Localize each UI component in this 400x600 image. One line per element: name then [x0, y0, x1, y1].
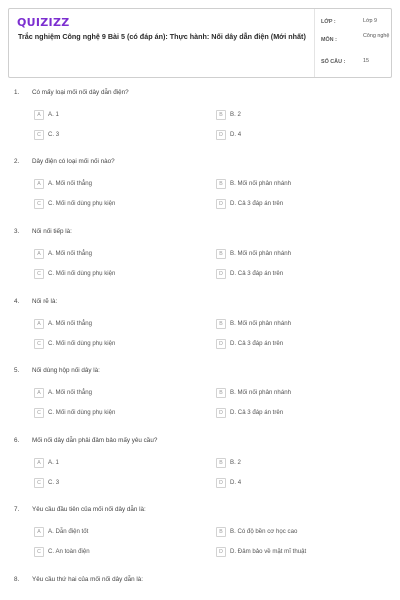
option-text: A. Mối nối thẳng — [48, 389, 93, 396]
option-text: D. Cả 3 đáp án trên — [230, 340, 284, 347]
option-letter-box[interactable]: A — [34, 458, 44, 468]
question-text: Có mấy loại mối nối dây dẫn điện? — [32, 89, 129, 96]
worksheet-title: Trắc nghiệm Công nghệ 9 Bài 5 (có đáp án): Thực hành: Nối dây dẫn điện (Mới nhất) — [18, 32, 306, 41]
class-label: LỚP : — [321, 19, 336, 25]
option-letter-box[interactable]: A — [34, 179, 44, 189]
question-text: Mối nối dây dẫn phải đảm bảo mấy yêu cầu? — [32, 437, 158, 444]
option-letter-box[interactable]: C — [34, 408, 44, 418]
option-letter-box[interactable]: B — [216, 110, 226, 120]
option-text: D. Đảm bảo về mặt mĩ thuật — [230, 548, 307, 555]
count-value: 15 — [363, 58, 369, 64]
option-letter-box[interactable]: D — [216, 408, 226, 418]
subject-value: Công nghệ — [363, 33, 390, 39]
question-number: 5. — [14, 367, 20, 374]
option-text: B. Mối nối phân nhánh — [230, 180, 291, 187]
header-divider — [314, 9, 315, 77]
question-number: 7. — [14, 506, 20, 513]
option-letter-box[interactable]: C — [34, 547, 44, 557]
option-letter-box[interactable]: C — [34, 269, 44, 279]
question-text: Yêu cầu thứ hai của mối nối dây dẫn là: — [32, 576, 143, 583]
option-text: A. Mối nối thẳng — [48, 320, 93, 327]
option-text: B. Có độ bền cơ học cao — [230, 528, 298, 535]
option-text: C. 3 — [48, 131, 60, 138]
worksheet-header — [8, 8, 392, 78]
question-text: Nối rẽ là: — [32, 298, 58, 305]
question-text: Nối dùng hộp nối dây là: — [32, 367, 100, 374]
question-number: 1. — [14, 89, 20, 96]
option-text: D. Cả 3 đáp án trên — [230, 409, 284, 416]
question-text: Dây điện có loại mối nối nào? — [32, 158, 115, 165]
option-text: C. Mối nối dùng phụ kiện — [48, 340, 116, 347]
option-letter-box[interactable]: C — [34, 339, 44, 349]
option-text: A. Mối nối thẳng — [48, 250, 93, 257]
option-text: D. Cả 3 đáp án trên — [230, 270, 284, 277]
option-letter-box[interactable]: A — [34, 388, 44, 398]
class-value: Lớp 9 — [363, 18, 378, 24]
option-letter-box[interactable]: D — [216, 478, 226, 488]
option-letter-box[interactable]: D — [216, 269, 226, 279]
option-text: A. 1 — [48, 111, 59, 118]
option-text: A. Dẫn điện tốt — [48, 528, 89, 535]
option-text: A. 1 — [48, 459, 59, 466]
option-text: B. 2 — [230, 111, 241, 118]
question-number: 3. — [14, 228, 20, 235]
option-text: B. Mối nối phân nhánh — [230, 250, 291, 257]
option-letter-box[interactable]: A — [34, 527, 44, 537]
question-text: Nối nối tiếp là: — [32, 228, 72, 235]
option-text: C. Mối nối dùng phụ kiện — [48, 200, 116, 207]
quizizz-logo: QUIZIZZ — [17, 16, 70, 29]
question-number: 6. — [14, 437, 20, 444]
option-letter-box[interactable]: C — [34, 199, 44, 209]
option-text: B. Mối nối phân nhánh — [230, 320, 291, 327]
option-text: C. Mối nối dùng phụ kiện — [48, 409, 116, 416]
option-text: C. An toàn điện — [48, 548, 90, 555]
question-text: Yêu cầu đầu tiên của mối nối dây dẫn là: — [32, 506, 146, 513]
option-text: C. 3 — [48, 479, 60, 486]
option-letter-box[interactable]: C — [34, 130, 44, 140]
option-letter-box[interactable]: A — [34, 249, 44, 259]
option-letter-box[interactable]: D — [216, 199, 226, 209]
option-letter-box[interactable]: B — [216, 319, 226, 329]
option-text: D. 4 — [230, 479, 242, 486]
option-letter-box[interactable]: B — [216, 179, 226, 189]
option-letter-box[interactable]: C — [34, 478, 44, 488]
subject-label: MÔN : — [321, 37, 337, 43]
option-text: B. 2 — [230, 459, 241, 466]
option-letter-box[interactable]: B — [216, 527, 226, 537]
option-letter-box[interactable]: B — [216, 388, 226, 398]
option-letter-box[interactable]: B — [216, 458, 226, 468]
option-text: B. Mối nối phân nhánh — [230, 389, 291, 396]
option-text: D. Cả 3 đáp án trên — [230, 200, 284, 207]
option-text: D. 4 — [230, 131, 242, 138]
question-number: 4. — [14, 298, 20, 305]
option-letter-box[interactable]: D — [216, 547, 226, 557]
option-letter-box[interactable]: D — [216, 339, 226, 349]
question-number: 2. — [14, 158, 20, 165]
option-letter-box[interactable]: B — [216, 249, 226, 259]
question-number: 8. — [14, 576, 20, 583]
option-letter-box[interactable]: A — [34, 110, 44, 120]
option-letter-box[interactable]: A — [34, 319, 44, 329]
count-label: SỐ CÂU : — [321, 59, 346, 65]
option-text: C. Mối nối dùng phụ kiện — [48, 270, 116, 277]
option-text: A. Mối nối thẳng — [48, 180, 93, 187]
option-letter-box[interactable]: D — [216, 130, 226, 140]
